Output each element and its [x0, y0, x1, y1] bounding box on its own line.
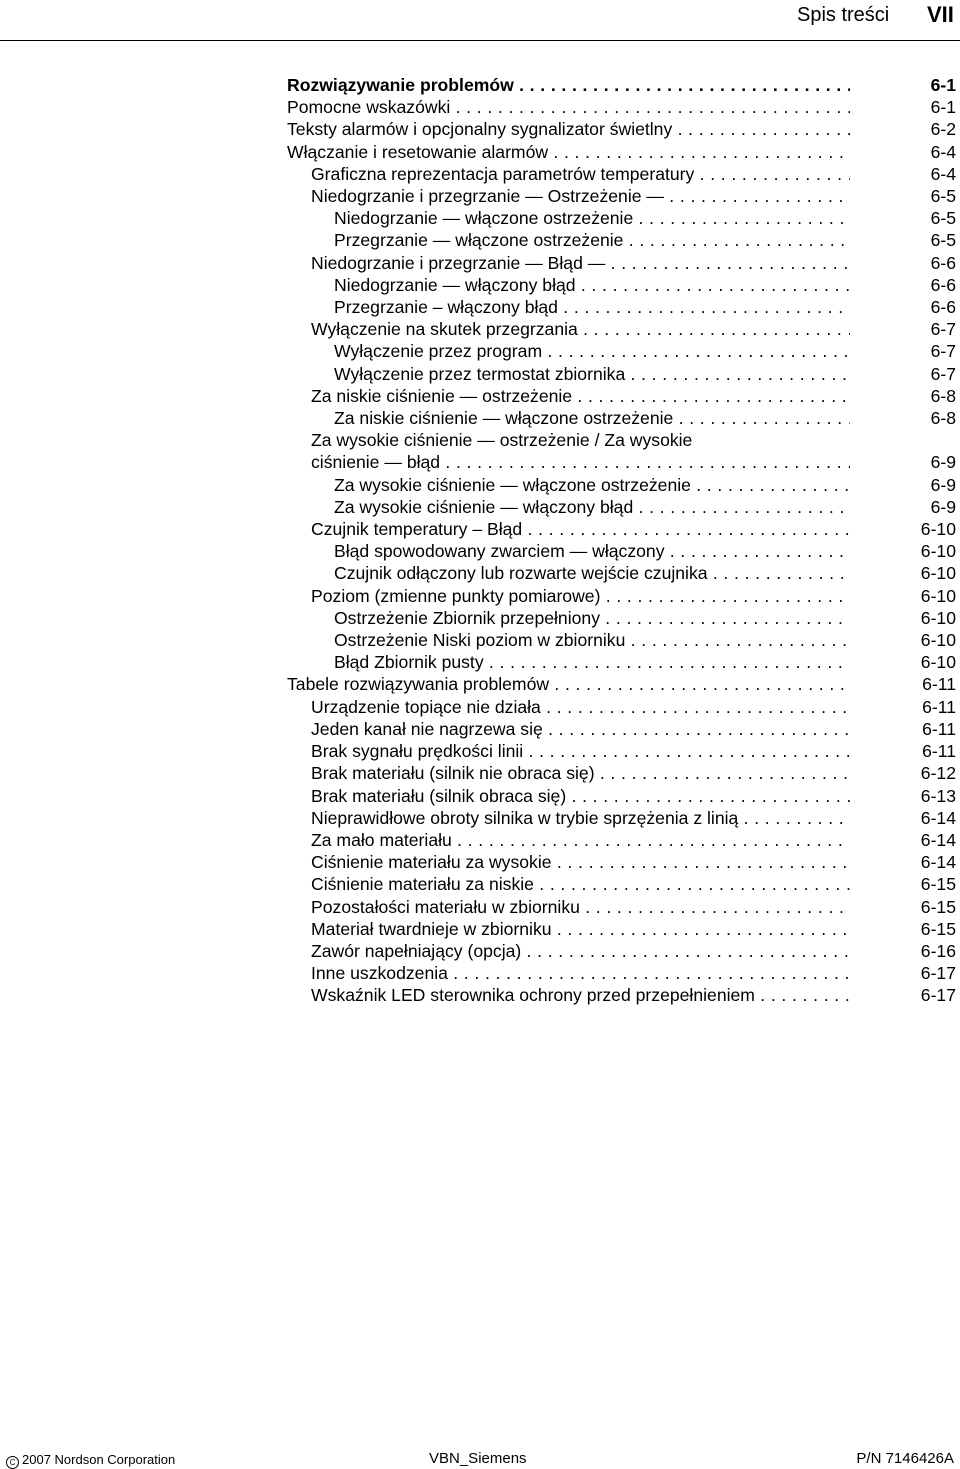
- toc-entry-page: 6-10: [920, 519, 956, 540]
- toc-entry-title: Pozostałości materiału w zbiorniku . . .: [287, 896, 850, 918]
- toc-entry-page: 6-9: [930, 474, 956, 495]
- toc-entry[interactable]: [287, 74, 960, 96]
- toc-entry-title: Jeden kanał nie nagrzewa się . . .: [287, 718, 850, 740]
- toc-entry-page: 6-9: [930, 496, 956, 517]
- toc-entry-title: Materiał twardnieje w zbiorniku . . .: [287, 918, 850, 940]
- toc-entry-title: Błąd Zbiornik pusty . . .: [287, 651, 850, 673]
- toc-entry-page: 6-14: [920, 852, 956, 873]
- toc-entry-title: Ciśnienie materiału za wysokie . . .: [287, 851, 850, 873]
- toc-entry-page: 6-5: [930, 186, 956, 207]
- toc-entry[interactable]: [287, 363, 960, 385]
- toc-entry-page: 6-2: [930, 119, 956, 140]
- toc-entry-page: 6-15: [920, 896, 956, 917]
- toc-entry[interactable]: [287, 940, 960, 962]
- toc-entry[interactable]: [287, 762, 960, 784]
- toc-entry-title: Za niskie ciśnienie — ostrzeżenie . . .: [287, 385, 850, 407]
- toc-entry-page: 6-4: [930, 163, 956, 184]
- toc-entry[interactable]: [287, 873, 960, 895]
- toc-entry-page: 6-15: [920, 874, 956, 895]
- toc-entry-title: Rozwiązywanie problemów . . .: [287, 74, 850, 96]
- table-of-contents: [287, 74, 960, 1007]
- toc-entry[interactable]: [287, 496, 960, 518]
- toc-entry-title: Poziom (zmienne punkty pomiarowe) . . .: [287, 585, 850, 607]
- toc-entry-page: 6-10: [920, 563, 956, 584]
- toc-entry-title: Brak sygnału prędkości linii . . .: [287, 740, 850, 762]
- toc-entry-title: Niedogrzanie — włączony błąd . . .: [287, 274, 850, 296]
- toc-entry-page: 6-7: [930, 363, 956, 384]
- toc-entry-page: 6-5: [930, 208, 956, 229]
- toc-entry[interactable]: [287, 718, 960, 740]
- toc-entry-page: 6-12: [920, 763, 956, 784]
- toc-entry-page: 6-7: [930, 341, 956, 362]
- toc-entry[interactable]: [287, 207, 960, 229]
- toc-entry-title: Ostrzeżenie Zbiornik przepełniony . . .: [287, 607, 850, 629]
- toc-entry[interactable]: [287, 918, 960, 940]
- toc-entry-page: 6-9: [930, 452, 956, 473]
- toc-entry-title: Włączanie i resetowanie alarmów . . .: [287, 141, 850, 163]
- toc-entry-title: Nieprawidłowe obroty silnika w trybie sprzężenia z linią . . .: [287, 807, 850, 829]
- toc-entry-page: 6-6: [930, 252, 956, 273]
- toc-entry-title: Niedogrzanie — włączone ostrzeżenie . . .: [287, 207, 850, 229]
- toc-entry[interactable]: [287, 185, 960, 207]
- toc-entry[interactable]: [287, 518, 960, 540]
- toc-entry-title: Urządzenie topiące nie działa . . .: [287, 696, 850, 718]
- toc-entry-page: 6-16: [920, 940, 956, 961]
- toc-entry-title: Graficzna reprezentacja parametrów temperatury . . .: [287, 163, 850, 185]
- toc-entry-title: Zawór napełniający (opcja) . . .: [287, 940, 850, 962]
- toc-entry-title: Niedogrzanie i przegrzanie — Ostrzeżenie — . . .: [287, 185, 850, 207]
- copyright-icon: C: [6, 1456, 19, 1469]
- toc-entry-page: 6-11: [922, 674, 956, 695]
- page-footer: [0, 1450, 960, 1469]
- toc-entry-title: Za wysokie ciśnienie — włączony błąd . . .: [287, 496, 850, 518]
- toc-entry-page: 6-1: [930, 75, 956, 95]
- toc-entry[interactable]: [287, 562, 960, 584]
- toc-entry-title: Błąd spowodowany zwarciem — włączony . . .: [287, 540, 850, 562]
- toc-entry-page: 6-17: [920, 963, 956, 984]
- footer-copyright-text: 2007 Nordson Corporation: [22, 1452, 176, 1467]
- toc-entry[interactable]: [287, 651, 960, 673]
- toc-entry[interactable]: [287, 540, 960, 562]
- toc-entry[interactable]: [287, 429, 960, 451]
- footer-copyright: [6, 1452, 175, 1469]
- toc-entry[interactable]: [287, 229, 960, 251]
- running-header-title: Spis treści: [797, 4, 890, 26]
- toc-entry[interactable]: [287, 984, 960, 1006]
- toc-entry[interactable]: [287, 451, 960, 473]
- toc-entry-page: 6-8: [930, 385, 956, 406]
- toc-entry[interactable]: [287, 807, 960, 829]
- toc-entry-page: 6-14: [920, 807, 956, 828]
- toc-entry[interactable]: [287, 829, 960, 851]
- toc-entry[interactable]: [287, 585, 960, 607]
- toc-entry[interactable]: [287, 474, 960, 496]
- toc-entry-page: 6-4: [930, 141, 956, 162]
- toc-entry-page: 6-13: [920, 785, 956, 806]
- toc-entry-title: Ciśnienie materiału za niskie . . .: [287, 873, 850, 895]
- toc-entry-page: 6-10: [920, 541, 956, 562]
- toc-entry-page: 6-10: [920, 585, 956, 606]
- toc-entry-title: Za mało materiału . . .: [287, 829, 850, 851]
- toc-entry-title: Pomocne wskazówki . . .: [287, 96, 850, 118]
- toc-entry[interactable]: [287, 163, 960, 185]
- toc-entry[interactable]: [287, 252, 960, 274]
- toc-entry-title: Wyłączenie przez program . . .: [287, 340, 850, 362]
- toc-entry-title: Za wysokie ciśnienie — włączone ostrzeżenie . . .: [287, 474, 850, 496]
- toc-entry-page: 6-1: [930, 97, 956, 118]
- toc-entry-page: 6-11: [922, 741, 956, 762]
- footer-document-code: VBN_Siemens: [429, 1450, 527, 1467]
- toc-entry-page: 6-6: [930, 297, 956, 318]
- toc-entry[interactable]: [287, 896, 960, 918]
- toc-entry[interactable]: [287, 385, 960, 407]
- toc-entry[interactable]: [287, 274, 960, 296]
- toc-entry-title: Czujnik temperatury – Błąd . . .: [287, 518, 850, 540]
- toc-entry-title: Niedogrzanie i przegrzanie — Błąd — . . .: [287, 252, 850, 274]
- header-rule: [0, 40, 960, 41]
- toc-entry-title: Inne uszkodzenia . . .: [287, 962, 850, 984]
- toc-entry-page: 6-10: [920, 652, 956, 673]
- toc-entry-title: Przegrzanie – włączony błąd . . .: [287, 296, 850, 318]
- toc-entry-title: Teksty alarmów i opcjonalny sygnalizator świetlny . . .: [287, 118, 850, 140]
- toc-entry-title: Za wysokie ciśnienie — ostrzeżenie / Za wysokie: [311, 430, 693, 451]
- toc-entry-title: ciśnienie — błąd . . .: [287, 451, 850, 473]
- toc-entry-page: 6-10: [920, 607, 956, 628]
- toc-entry[interactable]: [287, 785, 960, 807]
- toc-entry-title: Brak materiału (silnik nie obraca się) . . .: [287, 762, 850, 784]
- toc-entry-page: 6-7: [930, 319, 956, 340]
- toc-entry-page: 6-6: [930, 274, 956, 295]
- toc-entry[interactable]: [287, 318, 960, 340]
- toc-entry-page: 6-17: [920, 985, 956, 1006]
- running-header-page-number: VII: [927, 2, 954, 27]
- toc-entry-title: Wyłączenie przez termostat zbiornika . . .: [287, 363, 850, 385]
- toc-entry-page: 6-11: [922, 696, 956, 717]
- toc-entry[interactable]: [287, 96, 960, 118]
- toc-entry-page: 6-14: [920, 829, 956, 850]
- toc-entry-title: Tabele rozwiązywania problemów . . .: [287, 673, 850, 695]
- toc-entry[interactable]: [287, 118, 960, 140]
- toc-entry[interactable]: [287, 407, 960, 429]
- toc-entry-page: 6-8: [930, 408, 956, 429]
- toc-entry-title: Przegrzanie — włączone ostrzeżenie . . .: [287, 229, 850, 251]
- toc-entry[interactable]: [287, 851, 960, 873]
- toc-entry[interactable]: [287, 141, 960, 163]
- footer-part-number: P/N 7146426A: [856, 1450, 954, 1467]
- toc-entry[interactable]: [287, 673, 960, 695]
- toc-entry-page: 6-10: [920, 630, 956, 651]
- toc-entry[interactable]: [287, 629, 960, 651]
- toc-entry-title: Czujnik odłączony lub rozwarte wejście czujnika . . .: [287, 562, 850, 584]
- toc-entry-title: Wskaźnik LED sterownika ochrony przed przepełnieniem . . .: [287, 984, 850, 1006]
- toc-entry[interactable]: [287, 340, 960, 362]
- toc-entry[interactable]: [287, 696, 960, 718]
- toc-entry-title: Brak materiału (silnik obraca się) . . .: [287, 785, 850, 807]
- toc-entry[interactable]: [287, 962, 960, 984]
- toc-entry-title: Ostrzeżenie Niski poziom w zbiorniku . . .: [287, 629, 850, 651]
- toc-entry-page: 6-15: [920, 918, 956, 939]
- toc-entry-page: 6-5: [930, 230, 956, 251]
- toc-entry[interactable]: [287, 740, 960, 762]
- toc-entry-page: 6-11: [922, 718, 956, 739]
- toc-entry[interactable]: [287, 296, 960, 318]
- toc-entry-title: Wyłączenie na skutek przegrzania . . .: [287, 318, 850, 340]
- toc-entry-title: Za niskie ciśnienie — włączone ostrzeżenie . . .: [287, 407, 850, 429]
- toc-entry[interactable]: [287, 607, 960, 629]
